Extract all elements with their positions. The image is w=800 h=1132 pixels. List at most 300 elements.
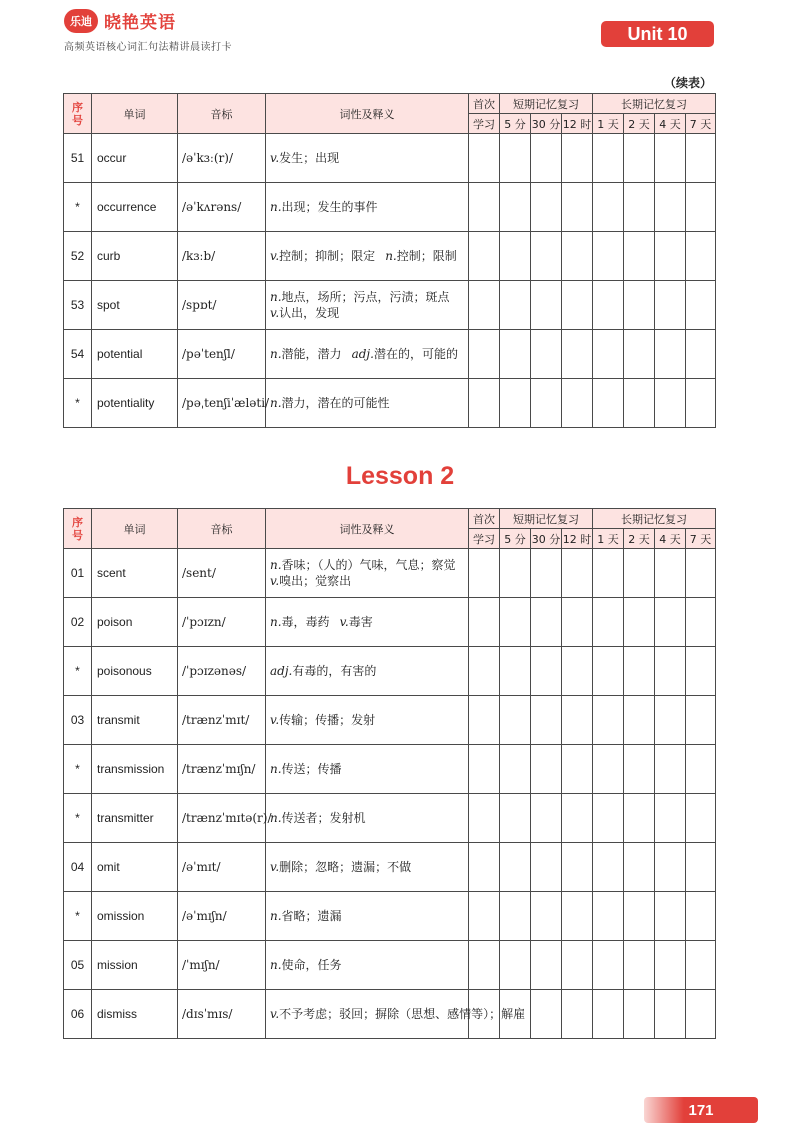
review-checkbox[interactable] bbox=[593, 843, 624, 892]
column-header-long-slot: 1 天 bbox=[593, 529, 624, 549]
review-checkbox[interactable] bbox=[531, 745, 562, 794]
review-checkbox[interactable] bbox=[500, 794, 531, 843]
review-checkbox[interactable] bbox=[686, 598, 716, 647]
column-header-seq-bottom: 号 bbox=[72, 528, 83, 542]
entry-definition bbox=[266, 990, 526, 1039]
entry-word: omission bbox=[92, 892, 178, 941]
review-checkbox[interactable] bbox=[562, 598, 593, 647]
entry-definition bbox=[266, 647, 469, 696]
entry-word: occur bbox=[92, 134, 178, 183]
definition-sense bbox=[270, 713, 375, 727]
review-checkbox[interactable] bbox=[686, 794, 716, 843]
review-checkbox[interactable] bbox=[469, 843, 500, 892]
table-row bbox=[64, 598, 716, 647]
definition-text: 毒，毒药 bbox=[281, 615, 330, 629]
definition-text: 传输；传播；发射 bbox=[279, 713, 376, 727]
review-checkbox[interactable] bbox=[655, 379, 686, 428]
entry-word: transmission bbox=[92, 745, 178, 794]
review-checkbox[interactable] bbox=[593, 941, 624, 990]
review-checkbox[interactable] bbox=[655, 843, 686, 892]
definition-sense bbox=[270, 289, 468, 305]
definition-text: 出现；发生的事件 bbox=[281, 200, 378, 214]
column-header-long-slot: 1 天 bbox=[593, 114, 624, 134]
entry-word: dismiss bbox=[92, 990, 178, 1039]
review-checkbox[interactable] bbox=[686, 134, 716, 183]
review-checkbox[interactable] bbox=[686, 745, 716, 794]
review-checkbox[interactable] bbox=[593, 330, 624, 379]
review-checkbox[interactable] bbox=[655, 281, 686, 330]
review-checkbox[interactable] bbox=[624, 990, 655, 1039]
review-checkbox[interactable] bbox=[500, 134, 531, 183]
entry-number: * bbox=[64, 183, 92, 232]
vocab-table-lesson-2 bbox=[63, 508, 716, 1039]
column-header-short-slot: 30 分 bbox=[531, 529, 562, 549]
column-header-word: 单词 bbox=[92, 509, 178, 549]
definition-text: 地点，场所；污点，污渍；斑点 bbox=[281, 290, 450, 304]
table-row bbox=[64, 549, 716, 598]
entry-number: * bbox=[64, 892, 92, 941]
column-header-seq-bottom: 号 bbox=[72, 113, 83, 127]
review-checkbox[interactable] bbox=[562, 281, 593, 330]
review-checkbox[interactable] bbox=[593, 232, 624, 281]
table-row bbox=[64, 330, 716, 379]
entry-number: 54 bbox=[64, 330, 92, 379]
definition-text: 传送；传播 bbox=[281, 762, 342, 776]
review-checkbox[interactable] bbox=[624, 647, 655, 696]
entry-phonetic: /dɪsˈmɪs/ bbox=[178, 990, 266, 1039]
review-checkbox[interactable] bbox=[655, 647, 686, 696]
column-header-phonetic: 音标 bbox=[178, 94, 266, 134]
review-checkbox[interactable] bbox=[686, 941, 716, 990]
entry-phonetic: /əˈmɪt/ bbox=[178, 843, 266, 892]
brand-logo-icon: 乐迪 bbox=[64, 9, 98, 33]
column-header-first-study-top: 首次 bbox=[469, 94, 500, 114]
entry-number: * bbox=[64, 745, 92, 794]
part-of-speech: v. bbox=[270, 249, 280, 263]
definition-sense bbox=[270, 664, 376, 678]
review-checkbox[interactable] bbox=[655, 794, 686, 843]
review-checkbox[interactable] bbox=[686, 990, 716, 1039]
part-of-speech: n. bbox=[270, 290, 282, 304]
part-of-speech: n. bbox=[270, 200, 282, 214]
definition-sense bbox=[270, 151, 339, 165]
review-checkbox[interactable] bbox=[469, 598, 500, 647]
column-header-long-slot: 7 天 bbox=[686, 114, 716, 134]
review-checkbox[interactable] bbox=[686, 892, 716, 941]
review-checkbox[interactable] bbox=[469, 330, 500, 379]
table-row bbox=[64, 941, 716, 990]
part-of-speech: n. bbox=[270, 811, 282, 825]
entry-word: scent bbox=[92, 549, 178, 598]
review-checkbox[interactable] bbox=[531, 549, 562, 598]
entry-definition bbox=[266, 134, 469, 183]
review-checkbox[interactable] bbox=[562, 794, 593, 843]
entry-definition bbox=[266, 843, 469, 892]
review-checkbox[interactable] bbox=[500, 598, 531, 647]
entry-phonetic: /trænzˈmɪtə(r)/ bbox=[178, 794, 266, 843]
part-of-speech: n. bbox=[270, 347, 282, 361]
review-checkbox[interactable] bbox=[593, 647, 624, 696]
column-header-short-slot: 12 时 bbox=[562, 114, 593, 134]
definition-text: 认出，发现 bbox=[279, 306, 340, 320]
column-header-first-study-bottom: 学习 bbox=[469, 529, 500, 549]
entry-phonetic: /ˈmɪʃn/ bbox=[178, 941, 266, 990]
entry-definition bbox=[266, 892, 469, 941]
review-checkbox[interactable] bbox=[531, 598, 562, 647]
part-of-speech: v. bbox=[270, 574, 280, 588]
entry-number: 51 bbox=[64, 134, 92, 183]
definition-text: 传送者；发射机 bbox=[281, 811, 366, 825]
entry-phonetic: /ˈpɔɪzənəs/ bbox=[178, 647, 266, 696]
definition-sense bbox=[270, 958, 342, 972]
table-row bbox=[64, 990, 716, 1039]
entry-phonetic: /trænzˈmɪʃn/ bbox=[178, 745, 266, 794]
entry-word: mission bbox=[92, 941, 178, 990]
definition-sense bbox=[385, 249, 457, 263]
entry-definition bbox=[266, 696, 469, 745]
definition-sense bbox=[270, 762, 342, 776]
vocab-table-continued bbox=[63, 93, 716, 428]
entry-phonetic: /əˈmɪʃn/ bbox=[178, 892, 266, 941]
review-checkbox[interactable] bbox=[531, 647, 562, 696]
part-of-speech: n. bbox=[385, 249, 397, 263]
review-checkbox[interactable] bbox=[624, 843, 655, 892]
definition-text: 控制；抑制；限定 bbox=[279, 249, 376, 263]
review-checkbox[interactable] bbox=[655, 232, 686, 281]
part-of-speech: n. bbox=[270, 762, 282, 776]
review-checkbox[interactable] bbox=[469, 134, 500, 183]
definition-text: 潜能，潜力 bbox=[281, 347, 342, 361]
review-checkbox[interactable] bbox=[593, 990, 624, 1039]
definition-sense bbox=[270, 305, 468, 321]
review-checkbox[interactable] bbox=[531, 330, 562, 379]
entry-number: 05 bbox=[64, 941, 92, 990]
review-checkbox[interactable] bbox=[469, 941, 500, 990]
review-checkbox[interactable] bbox=[655, 892, 686, 941]
review-checkbox[interactable] bbox=[531, 281, 562, 330]
table-row bbox=[64, 232, 716, 281]
table-row bbox=[64, 134, 716, 183]
review-checkbox[interactable] bbox=[469, 745, 500, 794]
part-of-speech: v. bbox=[270, 860, 280, 874]
review-checkbox[interactable] bbox=[686, 183, 716, 232]
definition-sense bbox=[270, 200, 378, 214]
column-header-short-slot: 5 分 bbox=[500, 114, 531, 134]
definition-sense bbox=[270, 860, 411, 874]
review-checkbox[interactable] bbox=[562, 647, 593, 696]
entry-definition bbox=[266, 183, 469, 232]
review-checkbox[interactable] bbox=[655, 598, 686, 647]
table-row bbox=[64, 696, 716, 745]
review-checkbox[interactable] bbox=[655, 183, 686, 232]
table-row bbox=[64, 647, 716, 696]
column-header-short-term: 短期记忆复习 bbox=[500, 509, 593, 529]
table-row bbox=[64, 183, 716, 232]
definition-text: 嗅出；觉察出 bbox=[279, 574, 352, 588]
review-checkbox[interactable] bbox=[531, 794, 562, 843]
entry-word: spot bbox=[92, 281, 178, 330]
definition-text: 使命，任务 bbox=[281, 958, 342, 972]
review-checkbox[interactable] bbox=[562, 843, 593, 892]
table-row bbox=[64, 843, 716, 892]
review-checkbox[interactable] bbox=[531, 379, 562, 428]
definition-sense bbox=[270, 615, 330, 629]
review-checkbox[interactable] bbox=[469, 379, 500, 428]
review-checkbox[interactable] bbox=[686, 232, 716, 281]
column-header-long-slot: 7 天 bbox=[686, 529, 716, 549]
column-header-seq bbox=[64, 509, 92, 549]
definition-text: 控制；限制 bbox=[396, 249, 457, 263]
entry-word: transmitter bbox=[92, 794, 178, 843]
entry-word: omit bbox=[92, 843, 178, 892]
review-checkbox[interactable] bbox=[562, 549, 593, 598]
entry-definition bbox=[266, 598, 469, 647]
definition-text: 毒害 bbox=[348, 615, 373, 629]
review-checkbox[interactable] bbox=[686, 843, 716, 892]
review-checkbox[interactable] bbox=[562, 134, 593, 183]
review-checkbox[interactable] bbox=[655, 745, 686, 794]
review-checkbox[interactable] bbox=[562, 232, 593, 281]
review-checkbox[interactable] bbox=[593, 598, 624, 647]
review-checkbox[interactable] bbox=[531, 183, 562, 232]
definition-sense bbox=[270, 347, 342, 361]
review-checkbox[interactable] bbox=[655, 330, 686, 379]
definition-sense bbox=[270, 249, 375, 263]
review-checkbox[interactable] bbox=[624, 379, 655, 428]
column-header-first-study-bottom: 学习 bbox=[469, 114, 500, 134]
column-header-word: 单词 bbox=[92, 94, 178, 134]
review-checkbox[interactable] bbox=[655, 990, 686, 1039]
review-checkbox[interactable] bbox=[531, 843, 562, 892]
column-header-long-slot: 4 天 bbox=[655, 529, 686, 549]
review-checkbox[interactable] bbox=[562, 941, 593, 990]
review-checkbox[interactable] bbox=[593, 892, 624, 941]
part-of-speech: v. bbox=[270, 1007, 280, 1021]
review-checkbox[interactable] bbox=[593, 745, 624, 794]
review-checkbox[interactable] bbox=[531, 990, 562, 1039]
review-checkbox[interactable] bbox=[469, 183, 500, 232]
part-of-speech: v. bbox=[339, 615, 349, 629]
review-checkbox[interactable] bbox=[500, 549, 531, 598]
entry-phonetic: /pəˌtenʃiˈæləti/ bbox=[178, 379, 266, 428]
table-row bbox=[64, 281, 716, 330]
column-header-long-slot: 2 天 bbox=[624, 529, 655, 549]
entry-phonetic: /kɜːb/ bbox=[178, 232, 266, 281]
review-checkbox[interactable] bbox=[531, 232, 562, 281]
review-checkbox[interactable] bbox=[562, 892, 593, 941]
review-checkbox[interactable] bbox=[686, 330, 716, 379]
review-checkbox[interactable] bbox=[624, 330, 655, 379]
entry-definition bbox=[266, 232, 469, 281]
review-checkbox[interactable] bbox=[686, 647, 716, 696]
column-header-long-term: 长期记忆复习 bbox=[593, 94, 716, 114]
review-checkbox[interactable] bbox=[500, 745, 531, 794]
review-checkbox[interactable] bbox=[593, 379, 624, 428]
review-checkbox[interactable] bbox=[562, 379, 593, 428]
review-checkbox[interactable] bbox=[686, 281, 716, 330]
review-checkbox[interactable] bbox=[624, 232, 655, 281]
definition-text: 删除；忽略；遗漏；不做 bbox=[279, 860, 412, 874]
review-checkbox[interactable] bbox=[655, 134, 686, 183]
column-header-definition: 词性及释义 bbox=[266, 94, 469, 134]
definition-sense bbox=[270, 573, 468, 589]
review-checkbox[interactable] bbox=[500, 696, 531, 745]
review-checkbox[interactable] bbox=[469, 794, 500, 843]
review-checkbox[interactable] bbox=[469, 549, 500, 598]
entry-number: * bbox=[64, 647, 92, 696]
entry-phonetic: /pəˈtenʃl/ bbox=[178, 330, 266, 379]
entry-word: transmit bbox=[92, 696, 178, 745]
part-of-speech: adj. bbox=[351, 347, 374, 361]
definition-text: 发生；出现 bbox=[279, 151, 340, 165]
brand-slogan: 高频英语核心词汇句法精讲晨读打卡 bbox=[64, 42, 232, 53]
review-checkbox[interactable] bbox=[593, 794, 624, 843]
part-of-speech: adj. bbox=[270, 664, 293, 678]
review-checkbox[interactable] bbox=[624, 598, 655, 647]
review-checkbox[interactable] bbox=[655, 549, 686, 598]
column-header-short-slot: 12 时 bbox=[562, 529, 593, 549]
review-checkbox[interactable] bbox=[500, 281, 531, 330]
review-checkbox[interactable] bbox=[624, 183, 655, 232]
definition-text: 不予考虑；驳回；摒除（思想、感情等）；解雇 bbox=[279, 1007, 526, 1021]
review-checkbox[interactable] bbox=[624, 794, 655, 843]
entry-definition bbox=[266, 330, 469, 379]
review-checkbox[interactable] bbox=[469, 281, 500, 330]
review-checkbox[interactable] bbox=[531, 134, 562, 183]
review-checkbox[interactable] bbox=[624, 281, 655, 330]
review-checkbox[interactable] bbox=[593, 183, 624, 232]
entry-definition bbox=[266, 941, 469, 990]
part-of-speech: n. bbox=[270, 615, 282, 629]
part-of-speech: n. bbox=[270, 558, 282, 572]
entry-definition bbox=[266, 379, 469, 428]
review-checkbox[interactable] bbox=[686, 696, 716, 745]
definition-sense bbox=[270, 1007, 525, 1021]
entry-definition bbox=[266, 794, 469, 843]
review-checkbox[interactable] bbox=[562, 745, 593, 794]
entry-phonetic: /əˈkɜː(r)/ bbox=[178, 134, 266, 183]
column-header-short-slot: 30 分 bbox=[531, 114, 562, 134]
lesson-title: Lesson 2 bbox=[345, 462, 455, 490]
table-row bbox=[64, 892, 716, 941]
review-checkbox[interactable] bbox=[655, 941, 686, 990]
page-number: 171 bbox=[644, 1097, 758, 1123]
column-header-seq-top: 序 bbox=[72, 515, 83, 529]
review-checkbox[interactable] bbox=[469, 696, 500, 745]
definition-text: 潜力，潜在的可能性 bbox=[281, 396, 390, 410]
review-checkbox[interactable] bbox=[655, 696, 686, 745]
brand-name: 晓艳英语 bbox=[104, 13, 176, 33]
review-checkbox[interactable] bbox=[500, 647, 531, 696]
entry-phonetic: /ˈpɔɪzn/ bbox=[178, 598, 266, 647]
entry-number: 06 bbox=[64, 990, 92, 1039]
table-row bbox=[64, 379, 716, 428]
entry-word: poisonous bbox=[92, 647, 178, 696]
review-checkbox[interactable] bbox=[500, 330, 531, 379]
definition-text: 省略；遗漏 bbox=[281, 909, 342, 923]
review-checkbox[interactable] bbox=[562, 183, 593, 232]
review-checkbox[interactable] bbox=[531, 941, 562, 990]
definition-sense bbox=[340, 615, 373, 629]
review-checkbox[interactable] bbox=[500, 892, 531, 941]
review-checkbox[interactable] bbox=[500, 183, 531, 232]
review-checkbox[interactable] bbox=[562, 990, 593, 1039]
entry-number: 04 bbox=[64, 843, 92, 892]
review-checkbox[interactable] bbox=[469, 647, 500, 696]
column-header-long-term: 长期记忆复习 bbox=[593, 509, 716, 529]
review-checkbox[interactable] bbox=[624, 745, 655, 794]
entry-word: curb bbox=[92, 232, 178, 281]
review-checkbox[interactable] bbox=[469, 232, 500, 281]
definition-text: 有毒的，有害的 bbox=[292, 664, 377, 678]
entry-phonetic: /trænzˈmɪt/ bbox=[178, 696, 266, 745]
entry-definition bbox=[266, 549, 469, 598]
part-of-speech: v. bbox=[270, 713, 280, 727]
review-checkbox[interactable] bbox=[686, 549, 716, 598]
entry-number: * bbox=[64, 379, 92, 428]
review-checkbox[interactable] bbox=[500, 941, 531, 990]
entry-number: 03 bbox=[64, 696, 92, 745]
table-row bbox=[64, 745, 716, 794]
entry-word: occurrence bbox=[92, 183, 178, 232]
review-checkbox[interactable] bbox=[593, 281, 624, 330]
column-header-definition: 词性及释义 bbox=[266, 509, 469, 549]
review-checkbox[interactable] bbox=[500, 232, 531, 281]
review-checkbox[interactable] bbox=[624, 134, 655, 183]
review-checkbox[interactable] bbox=[624, 941, 655, 990]
part-of-speech: v. bbox=[270, 306, 280, 320]
entry-definition bbox=[266, 281, 469, 330]
column-header-seq-top: 序 bbox=[72, 100, 83, 114]
review-checkbox[interactable] bbox=[624, 696, 655, 745]
column-header-short-term: 短期记忆复习 bbox=[500, 94, 593, 114]
review-checkbox[interactable] bbox=[686, 379, 716, 428]
review-checkbox[interactable] bbox=[500, 379, 531, 428]
unit-badge: Unit 10 bbox=[601, 21, 714, 47]
definition-sense bbox=[270, 396, 390, 410]
brand-logo bbox=[64, 8, 176, 33]
review-checkbox[interactable] bbox=[531, 892, 562, 941]
entry-number: 02 bbox=[64, 598, 92, 647]
entry-phonetic: /spɒt/ bbox=[178, 281, 266, 330]
review-checkbox[interactable] bbox=[593, 549, 624, 598]
part-of-speech: n. bbox=[270, 396, 282, 410]
review-checkbox[interactable] bbox=[624, 892, 655, 941]
column-header-short-slot: 5 分 bbox=[500, 529, 531, 549]
entry-word: potentiality bbox=[92, 379, 178, 428]
column-header-phonetic: 音标 bbox=[178, 509, 266, 549]
review-checkbox[interactable] bbox=[593, 134, 624, 183]
review-checkbox[interactable] bbox=[500, 843, 531, 892]
entry-number: 52 bbox=[64, 232, 92, 281]
review-checkbox[interactable] bbox=[531, 696, 562, 745]
review-checkbox[interactable] bbox=[562, 696, 593, 745]
entry-phonetic: /sent/ bbox=[178, 549, 266, 598]
review-checkbox[interactable] bbox=[562, 330, 593, 379]
table-row bbox=[64, 794, 716, 843]
part-of-speech: n. bbox=[270, 958, 282, 972]
column-header-long-slot: 4 天 bbox=[655, 114, 686, 134]
entry-number: 53 bbox=[64, 281, 92, 330]
review-checkbox[interactable] bbox=[593, 696, 624, 745]
entry-word: poison bbox=[92, 598, 178, 647]
continued-label: （续表） bbox=[663, 76, 712, 90]
definition-text: 潜在的，可能的 bbox=[373, 347, 458, 361]
review-checkbox[interactable] bbox=[469, 892, 500, 941]
entry-phonetic: /əˈkʌrəns/ bbox=[178, 183, 266, 232]
entry-number: 01 bbox=[64, 549, 92, 598]
review-checkbox[interactable] bbox=[624, 549, 655, 598]
